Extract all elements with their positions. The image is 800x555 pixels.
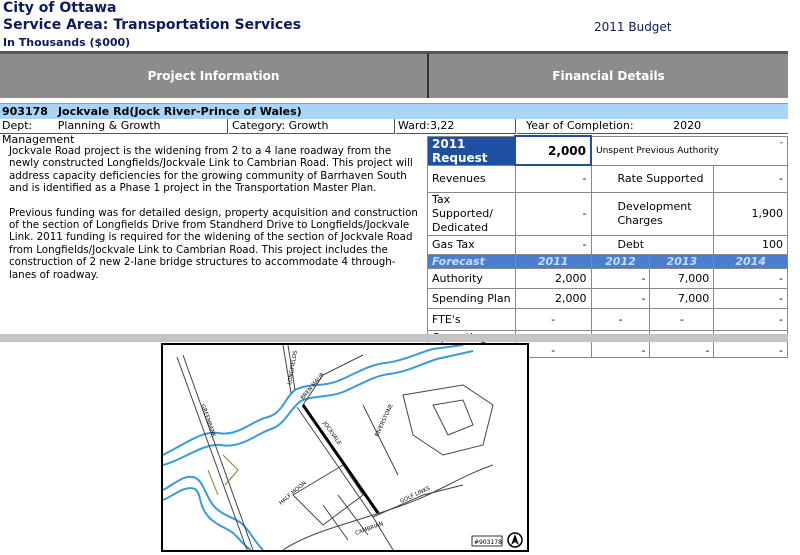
creek-west-bank xyxy=(163,488,251,550)
map-drawing xyxy=(163,345,527,550)
row-value: - xyxy=(591,288,650,308)
street-label: RIVERSTONE xyxy=(374,403,395,438)
forecast-year: 2012 xyxy=(591,254,650,268)
residential-block xyxy=(433,400,473,435)
authority-row xyxy=(428,268,788,288)
financial-details-band: Financial Details xyxy=(429,54,788,98)
forecast-label: Forecast xyxy=(428,254,516,268)
units-note: In Thousands ($000) xyxy=(3,36,131,49)
gas-tax-label: Gas Tax xyxy=(428,235,516,254)
tax-supported-value: - xyxy=(515,192,591,235)
revenues-value: - xyxy=(515,165,591,192)
row-value: 2,000 xyxy=(515,288,591,308)
request-value: 2,000 xyxy=(515,136,591,165)
street-label: HALF MOON xyxy=(278,480,308,507)
description-paragraph: Jockvale Road project is the widening from 2 to a 4 lane roadway from the newly constructed Longfields/Jockvale Link to Cambrian Road. This project will address capacity deficiencies for the growing community of Barrhaven South and is identified as a Phase 1 project in the Transportation Master Plan. xyxy=(9,145,413,195)
street-label: JOCKVALE xyxy=(321,420,342,447)
service-area-title: Service Area: Transportation Services xyxy=(3,17,302,33)
development-charges-label: Development Charges xyxy=(591,192,714,235)
city-title: City of Ottawa xyxy=(3,0,117,16)
row-value: - xyxy=(714,268,788,288)
row-value: - xyxy=(650,308,714,330)
project-alignment xyxy=(303,405,378,513)
row-label: Authority xyxy=(428,268,516,288)
request-label: 2011 Request xyxy=(428,136,516,165)
unspent-authority xyxy=(591,136,787,165)
category-cell: Category: Growth xyxy=(229,119,395,134)
ward-cell xyxy=(396,119,516,134)
rate-supported-label: Rate Supported xyxy=(591,165,714,192)
parkland-paths xyxy=(208,455,238,495)
project-location-map xyxy=(161,343,529,552)
street-label: BREN MAUR xyxy=(299,371,326,402)
street-label: LONGFIELDS xyxy=(287,350,299,386)
row-value: 2,000 xyxy=(515,268,591,288)
row-value: - xyxy=(515,330,591,357)
fte-row xyxy=(428,308,788,330)
row-label: FTE's xyxy=(428,308,516,330)
row-value: - xyxy=(591,268,650,288)
row-value: - xyxy=(591,308,650,330)
tax-supported-label: Tax Supported/ Dedicated xyxy=(428,192,516,235)
unspent-value: - xyxy=(779,137,783,148)
project-description xyxy=(9,145,419,293)
revenues-label: Revenues xyxy=(428,165,516,192)
section-divider xyxy=(0,334,788,342)
creek-west xyxy=(163,477,263,550)
development-charges-value: 1,900 xyxy=(714,192,788,235)
ward-label: Ward: xyxy=(398,119,430,132)
row-value: - xyxy=(714,308,788,330)
row-value: - xyxy=(714,288,788,308)
row-value: 7,000 xyxy=(650,268,714,288)
residential-block xyxy=(403,385,493,455)
cambrian-road xyxy=(283,465,493,550)
project-number: 903178 xyxy=(2,105,48,118)
street-label: GOLF LINKS xyxy=(399,485,432,505)
row-value: - xyxy=(591,330,650,357)
dept-cell xyxy=(0,119,228,146)
unspent-label: Unspent Previous Authority xyxy=(596,145,719,156)
forecast-year: 2011 xyxy=(515,254,591,268)
spending-plan-row xyxy=(428,288,788,308)
forecast-year: 2014 xyxy=(714,254,788,268)
gas-tax-value: - xyxy=(515,235,591,254)
street-label: GREENBANK xyxy=(199,403,217,439)
budget-year: 2011 Budget xyxy=(594,20,672,34)
dept-label: Dept: xyxy=(2,119,33,132)
rate-supported-value: - xyxy=(714,165,788,192)
description-paragraph: Previous funding was for detailed design, property acquisition and construction of the section of Longfields Drive from Standherd Drive to Longfields/Jockvale Link. 2011 funding is required for the widening of the section of Jockvale Road from Longfields/Jockvale Link to Cambrian Road. This project includes the construction of 2 new 2-lane bridge structures to accommodate 4 through-lanes of roadway. xyxy=(9,206,418,281)
debt-label: Debt xyxy=(591,235,714,254)
row-label: Spending Plan xyxy=(428,288,516,308)
project-tag: #903178 xyxy=(474,539,502,546)
forecast-year: 2013 xyxy=(650,254,714,268)
project-title-row xyxy=(0,103,788,119)
riverstone-road xyxy=(363,405,398,475)
financial-table xyxy=(427,135,788,358)
row-value: - xyxy=(515,308,591,330)
completion-value: 2020 xyxy=(673,119,702,132)
debt-value: 100 xyxy=(714,235,788,254)
row-value: 7,000 xyxy=(650,288,714,308)
dept-value: Planning & Growth Management xyxy=(2,119,161,146)
completion-label: Year of Completion: xyxy=(526,119,634,132)
street-label: CAMBRIAN xyxy=(354,521,385,537)
project-information-band: Project Information xyxy=(0,54,427,98)
project-name: Jockvale Rd(Jock River-Prince of Wales) xyxy=(57,105,302,118)
row-value: - xyxy=(650,330,714,357)
completion-cell xyxy=(517,119,788,134)
ward-value: 3,22 xyxy=(429,119,455,132)
row-value: - xyxy=(714,330,788,357)
